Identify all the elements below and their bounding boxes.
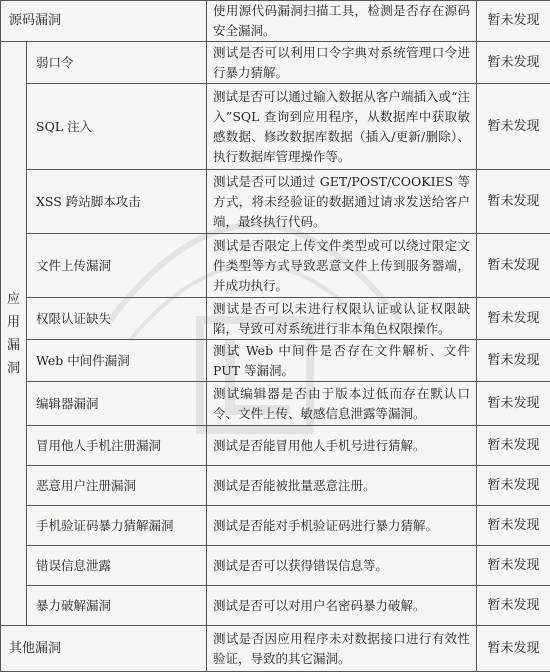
result-cell: 暂未发现: [477, 382, 550, 426]
item-name-cell: 权限认证缺失: [27, 298, 207, 340]
result-cell: 暂未发现: [477, 1, 550, 42]
description-cell: 使用源代码漏洞扫描工具，检测是否存在源码安全漏洞。: [207, 1, 477, 42]
description-cell: 测试 Web 中间件是否存在文件解析、文件 PUT 等漏洞。: [207, 340, 477, 382]
result-cell: 暂未发现: [477, 426, 550, 466]
group-label-cell: [1, 42, 27, 626]
group-label-char: 洞: [1, 357, 26, 380]
result-cell: 暂未发现: [477, 298, 550, 340]
item-name-cell: 错误信息泄露: [27, 546, 207, 586]
result-cell: 暂未发现: [477, 170, 550, 234]
result-cell: 暂未发现: [477, 466, 550, 506]
group-label-char: 用: [1, 311, 26, 334]
description-cell: 测试是否可以通过输入数据从客户端插入或“注入”SQL 查询到应用程序，从数据库中获取敏感数据、修改数据库数据（插入/更新/删除）、执行数据库管理操作等。: [207, 84, 477, 170]
description-cell: 测试是否限定上传文件类型或可以绕过限定文件类型等方式导致恶意文件上传到服务器端，并成功执行。: [207, 234, 477, 298]
group-label-char: 漏: [1, 334, 26, 357]
table-row: [1, 42, 550, 84]
item-name-cell: 手机验证码暴力猜解漏洞: [27, 506, 207, 546]
table-row: [1, 546, 550, 586]
item-name-cell: 冒用他人手机注册漏洞: [27, 426, 207, 466]
table-row: [1, 586, 550, 626]
item-name-cell: 编辑器漏洞: [27, 382, 207, 426]
result-cell: 暂未发现: [477, 234, 550, 298]
item-name-cell: SQL 注入: [27, 84, 207, 170]
result-cell: 暂未发现: [477, 626, 550, 672]
category-cell: 其他漏洞: [1, 626, 207, 672]
table-row: [1, 466, 550, 506]
description-cell: 测试是否可以利用口令字典对系统管理口令进行暴力猜解。: [207, 42, 477, 84]
description-cell: 测试编辑器是否由于版本过低而存在默认口令、文件上传、敏感信息泄露等漏洞。: [207, 382, 477, 426]
item-name-cell: 暴力破解漏洞: [27, 586, 207, 626]
result-cell: 暂未发现: [477, 84, 550, 170]
item-name-cell: Web 中间件漏洞: [27, 340, 207, 382]
group-label-char: 应: [1, 288, 26, 311]
table-row: [1, 84, 550, 170]
table-row: [1, 234, 550, 298]
description-cell: 测试是否可以对用户名密码暴力破解。: [207, 586, 477, 626]
description-cell: 测试是否可以获得错误信息等。: [207, 546, 477, 586]
table-row: [1, 298, 550, 340]
item-name-cell: 弱口令: [27, 42, 207, 84]
description-cell: 测试是否能对手机验证码进行暴力猜解。: [207, 506, 477, 546]
table-row: [1, 340, 550, 382]
result-cell: 暂未发现: [477, 506, 550, 546]
table-row: [1, 426, 550, 466]
category-cell: 源码漏洞: [1, 1, 207, 42]
description-cell: 测试是否能被批量恶意注册。: [207, 466, 477, 506]
table-row: [1, 626, 550, 672]
table-row: [1, 1, 550, 42]
description-cell: 测试是否可以通过 GET/POST/COOKIES 等方式，将未经验证的数据通过请求发送给客户端，最终执行代码。: [207, 170, 477, 234]
result-cell: 暂未发现: [477, 586, 550, 626]
table-row: [1, 170, 550, 234]
result-cell: 暂未发现: [477, 340, 550, 382]
description-cell: 测试是否能冒用他人手机号进行猜解。: [207, 426, 477, 466]
result-cell: 暂未发现: [477, 42, 550, 84]
table-row: [1, 506, 550, 546]
description-cell: 测试是否可以未进行权限认证或认证权限缺陷，导致可对系统进行非本角色权限操作。: [207, 298, 477, 340]
item-name-cell: XSS 跨站脚本攻击: [27, 170, 207, 234]
item-name-cell: 文件上传漏洞: [27, 234, 207, 298]
item-name-cell: 恶意用户注册漏洞: [27, 466, 207, 506]
description-cell: 测试是否因应用程序未对数据接口进行有效性验证，导致的其它漏洞。: [207, 626, 477, 672]
result-cell: 暂未发现: [477, 546, 550, 586]
table-row: [1, 382, 550, 426]
